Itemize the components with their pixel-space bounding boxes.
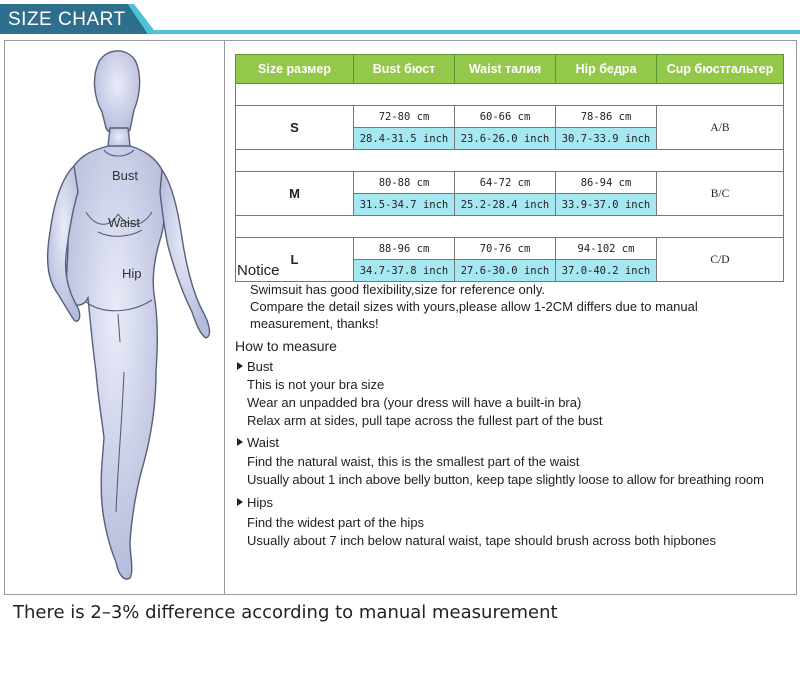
waist-title-text: Waist [247,435,280,450]
cup-cell: B/C [657,172,784,216]
hips-section-title [237,495,273,510]
body-figure-illustration [6,42,220,592]
table-spacer [236,150,784,172]
notice-line: Swimsuit has good flexibility,size for reference only. [250,282,546,297]
triangle-bullet-icon [237,498,243,506]
size-cell: L [236,238,354,282]
waist-section-title [237,435,279,450]
size-table [235,54,784,282]
waist-label: Waist [108,215,141,230]
bust-label: Bust [112,168,139,183]
notice-line: Compare the detail sizes with yours,please allow 1-2CM differs due to manual [250,299,698,314]
table-header-row [236,55,784,84]
cup-cell: C/D [657,238,784,282]
waist-line: Find the natural waist, this is the smallest part of the waist [247,454,580,469]
bust-inch-cell: 34.7-37.8 inch [354,260,455,282]
hip-cm-cell: 86-94 cm [556,172,657,194]
waist-cm-cell: 70-76 cm [455,238,556,260]
header-banner [0,0,800,38]
notice-heading: Notice [237,262,280,279]
waist-inch-cell: 23.6-26.0 inch [455,128,556,150]
bust-cm-cell: 88-96 cm [354,238,455,260]
column-header: Waist талия [455,55,556,84]
how-to-heading: How to measure [235,338,337,354]
hip-cm-cell: 94-102 cm [556,238,657,260]
hips-line: Find the widest part of the hips [247,515,425,530]
bust-cm-cell: 80-88 cm [354,172,455,194]
column-header: Bust бюст [354,55,455,84]
column-header: Hip бедра [556,55,657,84]
bust-line: This is not your bra size [247,377,385,392]
bust-cm-cell: 72-80 cm [354,106,455,128]
hips-title-text: Hips [247,495,274,510]
bust-inch-cell: 28.4-31.5 inch [354,128,455,150]
cup-cell: A/B [657,106,784,150]
table-row [236,238,784,260]
page-title: SIZE CHART [8,9,126,30]
footer-note: There is 2–3% difference according to manual measurement [13,602,558,623]
table-spacer [236,216,784,238]
column-header: Cup бюстгальтер [657,55,784,84]
size-cell: M [236,172,354,216]
table-spacer [236,84,784,106]
table-row [236,172,784,194]
bust-line: Relax arm at sides, pull tape across the fullest part of the bust [247,413,603,428]
size-cell: S [236,106,354,150]
triangle-bullet-icon [237,438,243,446]
waist-cm-cell: 64-72 cm [455,172,556,194]
bust-inch-cell: 31.5-34.7 inch [354,194,455,216]
waist-cm-cell: 60-66 cm [455,106,556,128]
bust-line: Wear an unpadded bra (your dress will have a built-in bra) [247,395,582,410]
notice-line: measurement, thanks! [250,316,379,331]
bust-title-text: Bust [247,359,274,374]
hip-label: Hip [122,266,142,281]
waist-inch-cell: 27.6-30.0 inch [455,260,556,282]
waist-line: Usually about 1 inch above belly button, keep tape slightly loose to allow for breathing room [247,472,764,487]
hip-inch-cell: 37.0-40.2 inch [556,260,657,282]
waist-inch-cell: 25.2-28.4 inch [455,194,556,216]
column-header: Size размер [236,55,354,84]
bust-section-title [237,359,273,374]
hip-inch-cell: 30.7-33.9 inch [556,128,657,150]
hip-cm-cell: 78-86 cm [556,106,657,128]
hips-line: Usually about 7 inch below natural waist, tape should brush across both hipbones [247,533,717,548]
triangle-bullet-icon [237,362,243,370]
hip-inch-cell: 33.9-37.0 inch [556,194,657,216]
table-row [236,106,784,128]
